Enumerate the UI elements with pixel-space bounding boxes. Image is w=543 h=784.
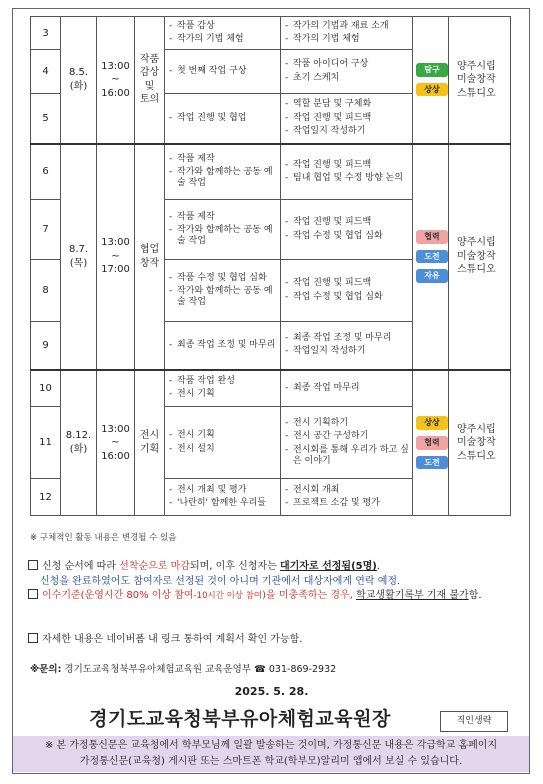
- content-cell: - 작업 진행 및 피드백 - 작업 수정 및 협업 심화: [281, 260, 413, 322]
- session-date: 8.12. (화): [61, 370, 97, 516]
- session-number: 3: [31, 17, 61, 50]
- session-number: 6: [31, 144, 61, 200]
- session-theme: 협업 창작: [135, 144, 165, 370]
- notice-item: 신청 순서에 따라 선착순으로 마감되며, 이후 신청자는 대기자로 선정됨(5명).: [28, 560, 512, 575]
- checkbox-bullet-icon: [28, 560, 38, 570]
- competency-tags: [413, 370, 449, 516]
- tag-badge: 자유: [416, 269, 448, 283]
- activity-cell: - 작품 작업 완성 - 전시 기획: [165, 370, 281, 407]
- tag-badge: 도전: [416, 250, 448, 264]
- session-number: 4: [31, 50, 61, 94]
- contact-info: ※문의: 경기도교육청북부유아체험교육원 교육운영부 ☎ 031-869-2932: [30, 664, 337, 675]
- notice-item: 이수기준(운영시간 80% 이상 참여-10시간 이상 참여)을 미충족하는 경우, 학교생활기록부 기재 불가함.: [28, 589, 512, 604]
- content-cell: - 작업 진행 및 피드백 - 작업 수정 및 협업 심화: [281, 200, 413, 260]
- footer-note: ※ 본 가정통신문은 교육청에서 학부모님께 일괄 발송하는 것이며, 가정통신문 내용은 각급학교 홈페이지 가정통신문(교육청) 게시판 또는 스마트폰 학교(학부모)알리미 앱에서 보실 수 있습니다.: [13, 736, 529, 772]
- session-time: 13:00 ~ 17:00: [97, 144, 135, 370]
- tag-badge: 협력: [416, 436, 448, 450]
- competency-tags: [413, 17, 449, 144]
- content-cell: - 최종 작업 조정 및 마무리 - 작업일지 작성하기: [281, 322, 413, 370]
- activity-cell: - 첫 번째 작업 구상: [165, 50, 281, 94]
- table-row: [31, 17, 511, 50]
- checkbox-bullet-icon: [28, 633, 38, 643]
- issue-date: 2025. 5. 28.: [234, 685, 309, 698]
- activity-cell: - 작품 수정 및 협업 심화 - 작가와 함께하는 공동 예술 작업: [165, 260, 281, 322]
- session-date: 8.5. (화): [61, 17, 97, 144]
- activity-cell: - 작품 제작 - 작가와 함께하는 공동 예술 작업: [165, 144, 281, 200]
- content-cell: - 최종 작업 마무리: [281, 370, 413, 407]
- table-row: [31, 144, 511, 200]
- session-number: 11: [31, 407, 61, 479]
- session-venue: 양주시립 미술창작 스튜디오: [449, 17, 511, 144]
- session-number: 10: [31, 370, 61, 407]
- session-number: 8: [31, 260, 61, 322]
- session-time: 13:00 ~ 16:00: [97, 370, 135, 516]
- tag-badge: 상상: [416, 416, 448, 430]
- telephone-icon: ☎: [254, 664, 266, 675]
- content-cell: - 전시회 개최 - 프로젝트 소감 및 평가: [281, 479, 413, 516]
- tag-badge: 탐구: [416, 63, 448, 77]
- schedule-table: [30, 16, 511, 516]
- session-venue: 양주시립 미술창작 스튜디오: [449, 370, 511, 516]
- checkbox-bullet-icon: [28, 589, 38, 599]
- activity-cell: - 작품 감상 - 작가의 기법 체험: [165, 17, 281, 50]
- session-theme: 작품 감상 및 토의: [135, 17, 165, 144]
- notice-list: [28, 560, 512, 604]
- content-cell: - 작업 진행 및 피드백 - 팀내 협업 및 수정 방향 논의: [281, 144, 413, 200]
- session-number: 7: [31, 200, 61, 260]
- activity-cell: - 전시 개최 및 평가 - '나란히' 함께한 우리들: [165, 479, 281, 516]
- session-time: 13:00 ~ 16:00: [97, 17, 135, 144]
- tag-badge: 상상: [416, 83, 448, 97]
- session-venue: 양주시립 미술창작 스튜디오: [449, 144, 511, 370]
- session-theme: 전시 기획: [135, 370, 165, 516]
- content-cell: - 작품 아이디어 구상 - 초기 스케치: [281, 50, 413, 94]
- content-cell: - 전시 기획하기 - 전시 공간 구성하기 - 전시회를 통해 우리가 하고 싶은 이야기: [281, 407, 413, 479]
- session-number: 12: [31, 479, 61, 516]
- issuer-title: 경기도교육청북부유아체험교육원장: [89, 708, 391, 730]
- activity-cell: - 최종 작업 조정 및 마무리: [165, 322, 281, 370]
- schedule-note: ※ 구체적인 활동 내용은 변경될 수 있음: [30, 533, 177, 543]
- session-number: 5: [31, 94, 61, 144]
- seal-stamp: 직인생략: [440, 711, 508, 732]
- content-cell: - 역할 분담 및 구체화 - 작업 진행 및 피드백 - 작업일지 작성하기: [281, 94, 413, 144]
- session-date: 8.7. (목): [61, 144, 97, 370]
- activity-cell: - 작품 제작 - 작가와 함께하는 공동 예술 작업: [165, 200, 281, 260]
- tag-badge: 협력: [416, 230, 448, 244]
- session-number: 9: [31, 322, 61, 370]
- notice-item-continued: 신청을 완료하였어도 참여자로 선정된 것이 아니며 기관에서 대상자에게 연락 예정.: [40, 575, 401, 587]
- table-row: [31, 370, 511, 407]
- activity-cell: - 전시 기획 - 전시 설치: [165, 407, 281, 479]
- activity-cell: - 작업 진행 및 협업: [165, 94, 281, 144]
- competency-tags: [413, 144, 449, 370]
- tag-badge: 도전: [416, 456, 448, 470]
- content-cell: - 작가의 기법과 재료 소개 - 작가의 기법 체험: [281, 17, 413, 50]
- notice-item: 자세한 내용은 네이버폼 내 링크 통하여 계획서 확인 가능함.: [28, 633, 512, 648]
